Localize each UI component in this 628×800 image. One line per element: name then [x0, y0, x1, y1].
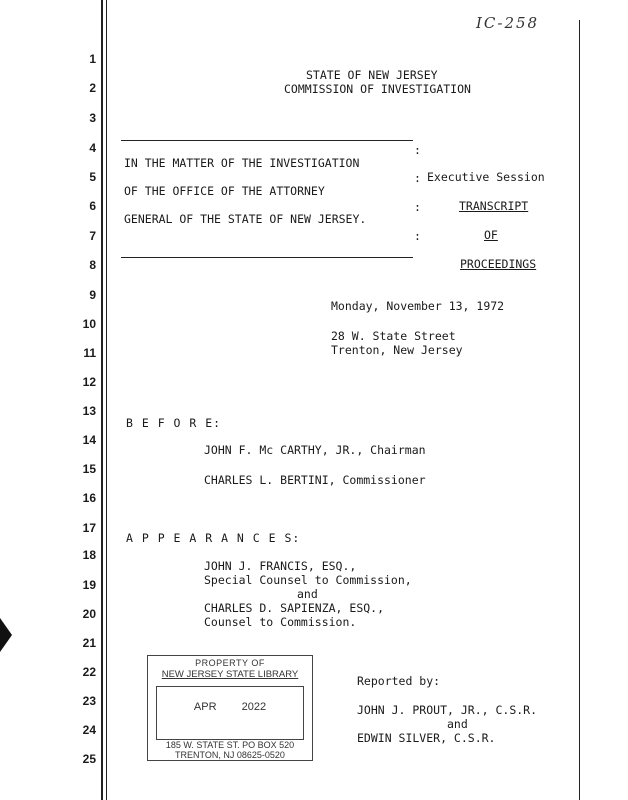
header-commission: COMMISSION OF INVESTIGATION: [284, 82, 471, 96]
line-number: 25: [82, 752, 96, 766]
line-number: 20: [82, 607, 96, 621]
line-number: 7: [89, 229, 96, 243]
line-number: 21: [82, 636, 96, 650]
line-number: 22: [82, 665, 96, 679]
stamp-date-box: [156, 686, 304, 740]
stamp-month: APR: [193, 701, 217, 713]
caption-line: GENERAL OF THE STATE OF NEW JERSEY.: [124, 212, 367, 226]
caption-colon: :: [414, 143, 421, 157]
appearance-line: and: [297, 587, 318, 601]
line-number: 23: [82, 694, 96, 708]
session-date: Monday, November 13, 1972: [331, 299, 505, 313]
line-number: 19: [82, 578, 96, 592]
line-number: 2: [89, 81, 96, 95]
line-number: 15: [82, 462, 96, 476]
caption-colon: :: [414, 171, 421, 185]
caption-line: IN THE MATTER OF THE INVESTIGATION: [124, 156, 360, 170]
left-margin-line-inner: [106, 0, 107, 800]
caption-rule-top: [121, 140, 413, 141]
line-number: 17: [82, 521, 96, 535]
appearances-heading: A P P E A R A N C E S:: [126, 531, 301, 545]
stamp-date: [157, 701, 303, 713]
stamp-property: PROPERTY OF: [195, 658, 265, 668]
line-number: 18: [82, 548, 96, 562]
caption-line: OF THE OFFICE OF THE ATTORNEY: [124, 184, 325, 198]
header-state: STATE OF NEW JERSEY: [306, 68, 438, 82]
before-person: JOHN F. Mc CARTHY, JR., Chairman: [204, 443, 426, 457]
before-person: CHARLES L. BERTINI, Commissioner: [204, 473, 426, 487]
appearance-line: Counsel to Commission.: [204, 615, 357, 629]
session-address-street: 28 W. State Street: [331, 329, 456, 343]
before-heading: B E F O R E:: [126, 416, 222, 430]
line-number: 12: [82, 375, 96, 389]
line-number: 9: [89, 288, 96, 302]
line-number: 4: [89, 141, 96, 155]
appearance-line: CHARLES D. SAPIENZA, ESQ.,: [204, 601, 385, 615]
appearance-line: Special Counsel to Commission,: [204, 573, 412, 587]
line-number: 16: [82, 491, 96, 505]
stamp-year: 2022: [241, 701, 267, 713]
reporter-name: JOHN J. PROUT, JR., C.S.R.: [357, 703, 538, 717]
proceedings-label: PROCEEDINGS: [460, 257, 537, 271]
stamp-library: NEW JERSEY STATE LIBRARY: [161, 669, 299, 680]
binding-mark: [0, 618, 12, 652]
caption-colon: :: [414, 200, 421, 214]
right-margin-line: [579, 20, 580, 800]
line-number: 13: [82, 404, 96, 418]
reported-by-label: Reported by:: [357, 674, 441, 688]
line-number: 1: [89, 52, 96, 66]
line-number: 3: [89, 111, 96, 125]
line-number: 11: [83, 346, 96, 360]
stamp-city: TRENTON, NJ 08625-0520: [175, 750, 285, 760]
left-margin-line: [101, 0, 103, 800]
session-address-city: Trenton, New Jersey: [331, 343, 463, 357]
executive-session: Executive Session: [427, 170, 545, 184]
line-number: 6: [89, 199, 96, 213]
reporter-name: EDWIN SILVER, C.S.R.: [357, 731, 496, 745]
of-label: OF: [484, 228, 498, 242]
line-number: 8: [89, 258, 96, 272]
line-number: 5: [89, 170, 96, 184]
handwritten-note: IC-258: [476, 14, 540, 32]
reporter-and: and: [447, 717, 468, 731]
stamp-address: 185 W. STATE ST. PO BOX 520: [165, 740, 295, 750]
appearance-line: JOHN J. FRANCIS, ESQ.,: [204, 559, 357, 573]
line-number: 10: [82, 317, 96, 331]
caption-colon: :: [414, 229, 421, 243]
line-number: 14: [82, 433, 96, 447]
caption-rule-bottom: [121, 257, 413, 258]
transcript-label: TRANSCRIPT: [459, 199, 529, 213]
line-number: 24: [82, 723, 96, 737]
library-stamp: [147, 655, 313, 761]
